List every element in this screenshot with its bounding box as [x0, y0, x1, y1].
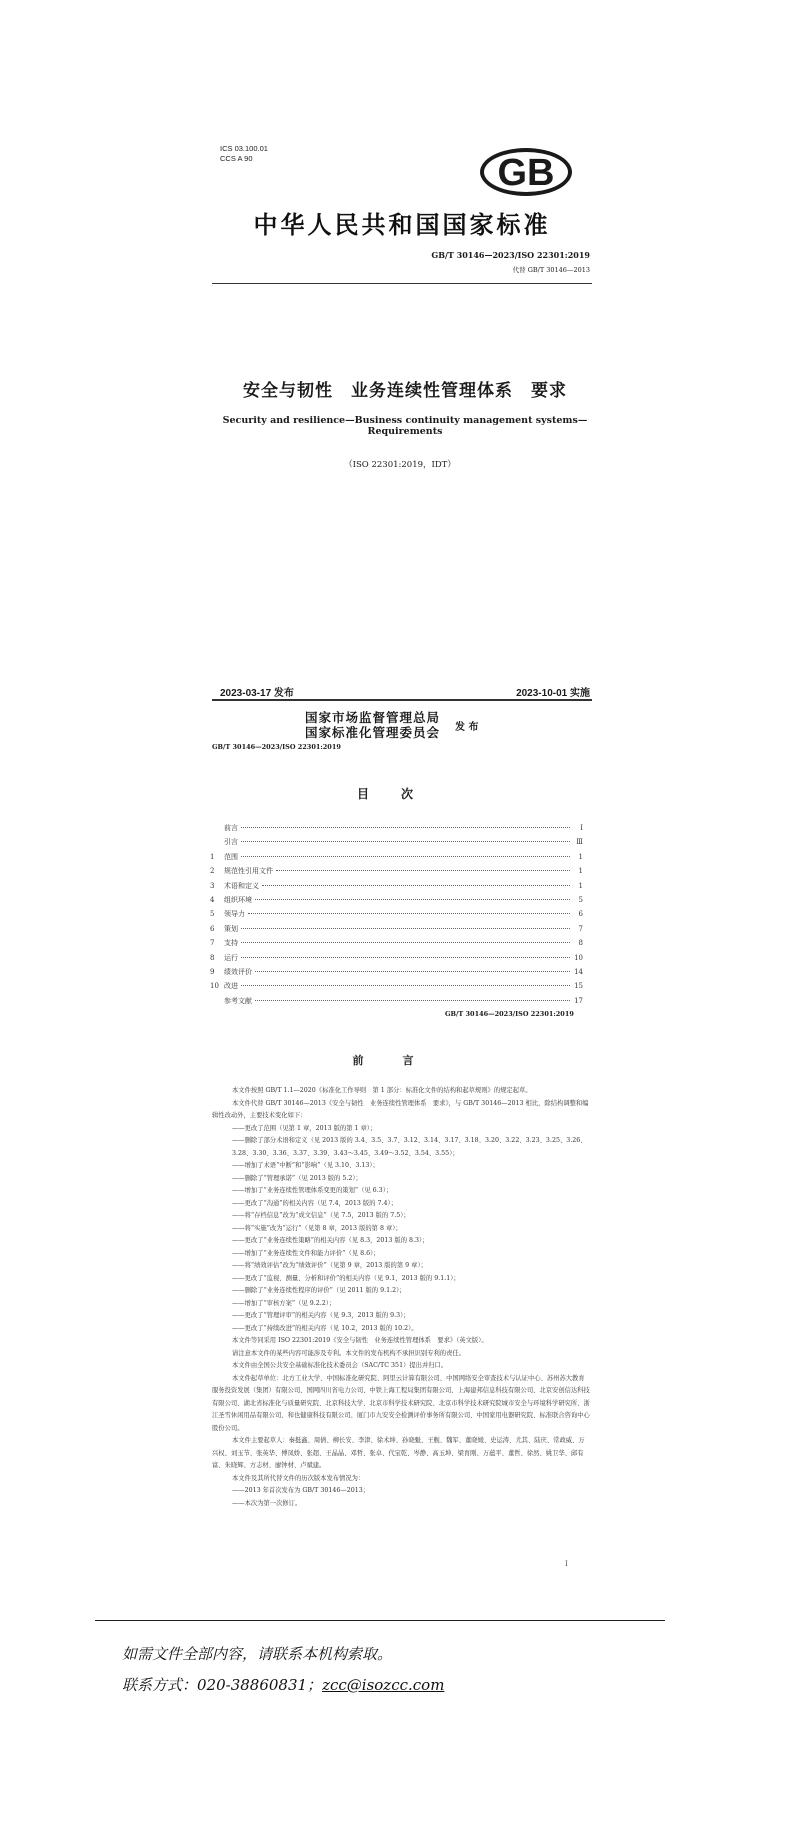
toc-entry-page: 15: [574, 982, 583, 991]
toc-leader-dots: [255, 1000, 570, 1001]
toc-entry[interactable]: [210, 823, 583, 837]
toc-leader-dots: [241, 928, 570, 929]
toc-entry[interactable]: [210, 866, 583, 880]
foreword-paragraph: 本文件由全国公共安全基础标准化技术委员会（SAC/TC 351）提出并归口。: [232, 1362, 448, 1369]
toc-entry-page: 10: [574, 953, 583, 962]
foreword-paragraph: 本文件及其所代替文件的历次版本发布情况为：: [232, 1474, 365, 1482]
foreword-list-item: ——更改了“沟通”的相关内容（见 7.4，2013 版的 7.4）；: [232, 1199, 397, 1207]
foreword-list-item: ——更改了“监视、测量、分析和评价”的相关内容（见 9.1，2013 版的 9.1.1）；: [232, 1274, 460, 1282]
toc-entry[interactable]: [210, 895, 583, 909]
foreword-list-item: ——将“实施”改为“运行”（见第 8 章，2013 版的第 8 章）；: [232, 1224, 402, 1232]
implement-date: 2023-10-01 实施: [516, 688, 590, 699]
ics-code-block: [220, 144, 268, 164]
toc-entry[interactable]: [210, 909, 583, 923]
toc-entry-label: 绩效评价: [224, 967, 252, 976]
toc-entry-page: 5: [578, 895, 583, 904]
contact-email-link[interactable]: zcc@isozcc.com: [322, 1676, 445, 1694]
toc-entry[interactable]: [210, 967, 583, 981]
footer-contact: [122, 1674, 444, 1695]
foreword-title: 前 言: [352, 1054, 428, 1067]
toc-leader-dots: [262, 885, 570, 886]
issuer-samr: 国家市场监督管理总局: [305, 710, 441, 725]
toc-entry-page: 14: [574, 967, 583, 976]
toc-entry-label: 参考文献: [224, 996, 252, 1005]
toc-entry-label: 支持: [224, 939, 238, 948]
toc-entry-number: 1: [210, 852, 215, 861]
foreword-list-item: ——增加了“审核方案”（见 9.2.2）；: [232, 1299, 336, 1307]
toc-leader-dots: [276, 870, 570, 871]
toc-title: 目 次: [356, 787, 423, 801]
foreword-list-item: ——更改了“管理评审”的相关内容（见 9.3，2013 版的 9.3）；: [232, 1312, 410, 1319]
toc-entry-label: 规范性引用文件: [224, 867, 273, 876]
toc-entry-label: 术语和定义: [224, 881, 259, 890]
toc-page-header: GB/T 30146—2023/ISO 22301:2019: [212, 743, 341, 751]
cover-bottom-rule: [212, 699, 592, 701]
toc-entry-number: 7: [210, 939, 215, 948]
page-number: Ⅰ: [565, 1560, 568, 1568]
toc-entry-page: 1: [578, 852, 583, 861]
standard-code: GB/T 30146—2023/ISO 22301:2019: [431, 250, 590, 260]
toc-entry[interactable]: [210, 852, 583, 866]
foreword-list-item: ——2013 年首次发布为 GB/T 30146—2013；: [232, 1487, 370, 1494]
issue-word: 发 布: [455, 722, 479, 733]
foreword-paragraph: 本文件主要起草人：秦挺鑫、周倩、柳长安、李津、徐术坤、孙晓魁、王舰、魏军、董晓媛、史运涛、尤其、陆庆、常政威、万兴权、刘玉节、张英华、傅凤娇、张超、王晶晶、邓哲、张卓、代宝乾、岑静、高玉坤、梁育刚、万蕴平、董哲、徐然、姚卫华、邱有富、朱晓辉、方志材、廖钟材、卢斌建。: [212, 1437, 585, 1469]
toc-entry[interactable]: [210, 881, 583, 895]
toc-entry-page: 1: [578, 881, 583, 890]
toc-entry-label: 改进: [224, 982, 238, 991]
toc-entry[interactable]: [210, 837, 583, 851]
toc-entry-number: 9: [210, 967, 215, 976]
gb-logo-text: GB: [497, 152, 555, 194]
toc-entry-label: 运行: [224, 953, 238, 962]
toc-leader-dots: [241, 942, 570, 943]
toc-leader-dots: [241, 827, 570, 828]
toc-entry-number: 6: [210, 924, 215, 933]
toc-leader-dots: [255, 899, 570, 900]
contact-phone: 联系方式：020-38860831；: [122, 1676, 323, 1694]
toc-entry-page: 1: [578, 867, 583, 876]
title-cn: 安全与韧性 业务连续性管理体系 要求: [243, 381, 567, 401]
foreword-list-item: ——增加了“业务连续性文件和能力评价”（见 8.6）；: [232, 1249, 380, 1257]
toc-entry-page: 7: [578, 924, 583, 933]
gb-logo: [478, 146, 574, 198]
foreword-paragraph: 本文件等同采用 ISO 22301:2019《安全与韧性 业务连续性管理体系 要求》（英文版）。: [232, 1337, 488, 1344]
toc-leader-dots: [241, 957, 570, 958]
publish-date: 2023-03-17 发布: [220, 688, 294, 699]
toc-leader-dots: [248, 913, 570, 914]
issuer-block: [305, 710, 440, 740]
footer-divider: [95, 1620, 665, 1621]
idt-note: （ISO 22301:2019，IDT）: [344, 460, 456, 470]
toc-entry-label: 前言: [224, 824, 238, 832]
toc-entry-label: 领导力: [224, 910, 245, 919]
foreword-paragraph: 本文件代替 GB/T 30146—2013《安全与韧性 业务连续性管理体系 要求》，与 GB/T 30146—2013 相比，除结构调整和编辑性改动外，主要技术变化如下：: [212, 1099, 589, 1119]
foreword-page-header: GB/T 30146—2023/ISO 22301:2019: [445, 1010, 574, 1018]
toc-entry-number: 4: [210, 895, 215, 904]
toc-entry[interactable]: [210, 938, 583, 952]
foreword-list-item: ——增加了“业务连续性管理体系变更的策划”（见 6.3）；: [232, 1187, 393, 1194]
foreword-list-item: ——更改了范围（见第 1 章，2013 版的第 1 章）；: [232, 1124, 377, 1132]
toc-entry-page: 6: [578, 910, 583, 919]
toc-entry-page: 17: [574, 996, 583, 1005]
national-standard-title: 中华人民共和国国家标准: [253, 210, 551, 239]
toc-leader-dots: [241, 985, 570, 986]
foreword-list-item: ——将“存档信息”改为“成文信息”（见 7.5，2013 版的 7.5）；: [232, 1212, 410, 1219]
toc-list: [210, 823, 583, 1010]
toc-leader-dots: [241, 856, 570, 857]
toc-entry[interactable]: [210, 924, 583, 938]
toc-entry-page: Ⅲ: [576, 838, 583, 847]
foreword-list-item: ——删除了“业务连续性程序的评价”（见 2011 版的 9.1.2）；: [232, 1287, 406, 1294]
foreword-list-item: ——增加了术语“中断”和“影响”（见 3.10、3.13）；: [232, 1162, 379, 1169]
replaces-note: 代替 GB/T 30146—2013: [512, 266, 590, 274]
issuer-sac: 国家标准化管理委员会: [305, 725, 441, 740]
foreword-body: [212, 1085, 590, 1510]
footer-request-note: 如需文件全部内容，请联系本机构索取。: [122, 1645, 393, 1663]
toc-entry-number: 2: [210, 867, 215, 876]
foreword-list-item: ——删除了部分术语和定义（见 2013 版的 3.4、3.5、3.7、3.12、3.14、3.17、3.18、3.20、3.22、3.23、3.25、3.26、3.28、3.30、3.36、3.37、3.39、3.43～3.45、3.49～3.52、3.54、3.55）；: [232, 1137, 587, 1157]
ccs-code: CCS A 90: [220, 154, 253, 163]
foreword-list-item: ——更改了“业务连续性策略”的相关内容（见 8.3，2013 版的 8.3）；: [232, 1237, 429, 1244]
toc-entry-label: 策划: [224, 924, 238, 933]
cover-top-rule: [212, 283, 592, 284]
toc-leader-dots: [241, 841, 570, 842]
toc-entry-number: 5: [210, 910, 215, 919]
toc-entry-label: 范围: [224, 852, 238, 861]
foreword-list-item: ——本次为第一次修订。: [232, 1499, 302, 1507]
toc-entry-number: 3: [210, 881, 215, 890]
toc-entry[interactable]: [210, 996, 583, 1010]
toc-leader-dots: [255, 971, 570, 972]
toc-entry-label: 组织环境: [224, 895, 252, 904]
toc-entry-page: Ⅰ: [580, 824, 583, 832]
toc-entry[interactable]: [210, 953, 583, 967]
toc-entry[interactable]: [210, 981, 583, 995]
foreword-list-item: ——删除了“管理承诺”（见 2013 版的 5.2）；: [232, 1174, 362, 1182]
ics-code: ICS 03.100.01: [220, 144, 268, 153]
toc-entry-number: 10: [210, 982, 219, 991]
toc-entry-page: 8: [578, 939, 583, 948]
foreword-paragraph: 本文件起草单位：北方工业大学、中国标准化研究院、阿里云计算有限公司、中国网络安全审查技术与认证中心、苏州苏大教育服务投资发展（集团）有限公司、国网四川省电力公司、中铁上海工程局集团有限公司、上海建邦信息科技有限公司、北京安创信达科技有限公司、湖北省标准化与质量研究院、北京科技大学、北京市科学技术研究院、北京市科学技术研究院城市安全与环境科学研究所、浙江圣雪休闲用品有限公司、和也健康科技有限公司、厦门市九安安全检测评价事务所有限公司、中国家用电器研究院、标准联合咨询中心股份公司。: [212, 1374, 590, 1432]
foreword-list-item: ——将“绩效评估”改为“绩效评价”（见第 9 章，2013 版的第 9 章）；: [232, 1262, 427, 1269]
foreword-list-item: ——更改了“持续改进”的相关内容（见 10.2，2013 版的 10.2）。: [232, 1324, 418, 1332]
foreword-paragraph: 本文件按照 GB/T 1.1—2020《标准化工作导则 第 1 部分：标准化文件的结构和起草规则》的规定起草。: [232, 1087, 532, 1094]
foreword-paragraph: 请注意本文件的某些内容可能涉及专利。本文件的发布机构不承担识别专利的责任。: [232, 1349, 465, 1357]
title-en: Security and resilience—Business continuity management systems—Requirements: [222, 415, 588, 437]
toc-entry-number: 8: [210, 953, 215, 962]
toc-entry-label: 引言: [224, 838, 238, 847]
